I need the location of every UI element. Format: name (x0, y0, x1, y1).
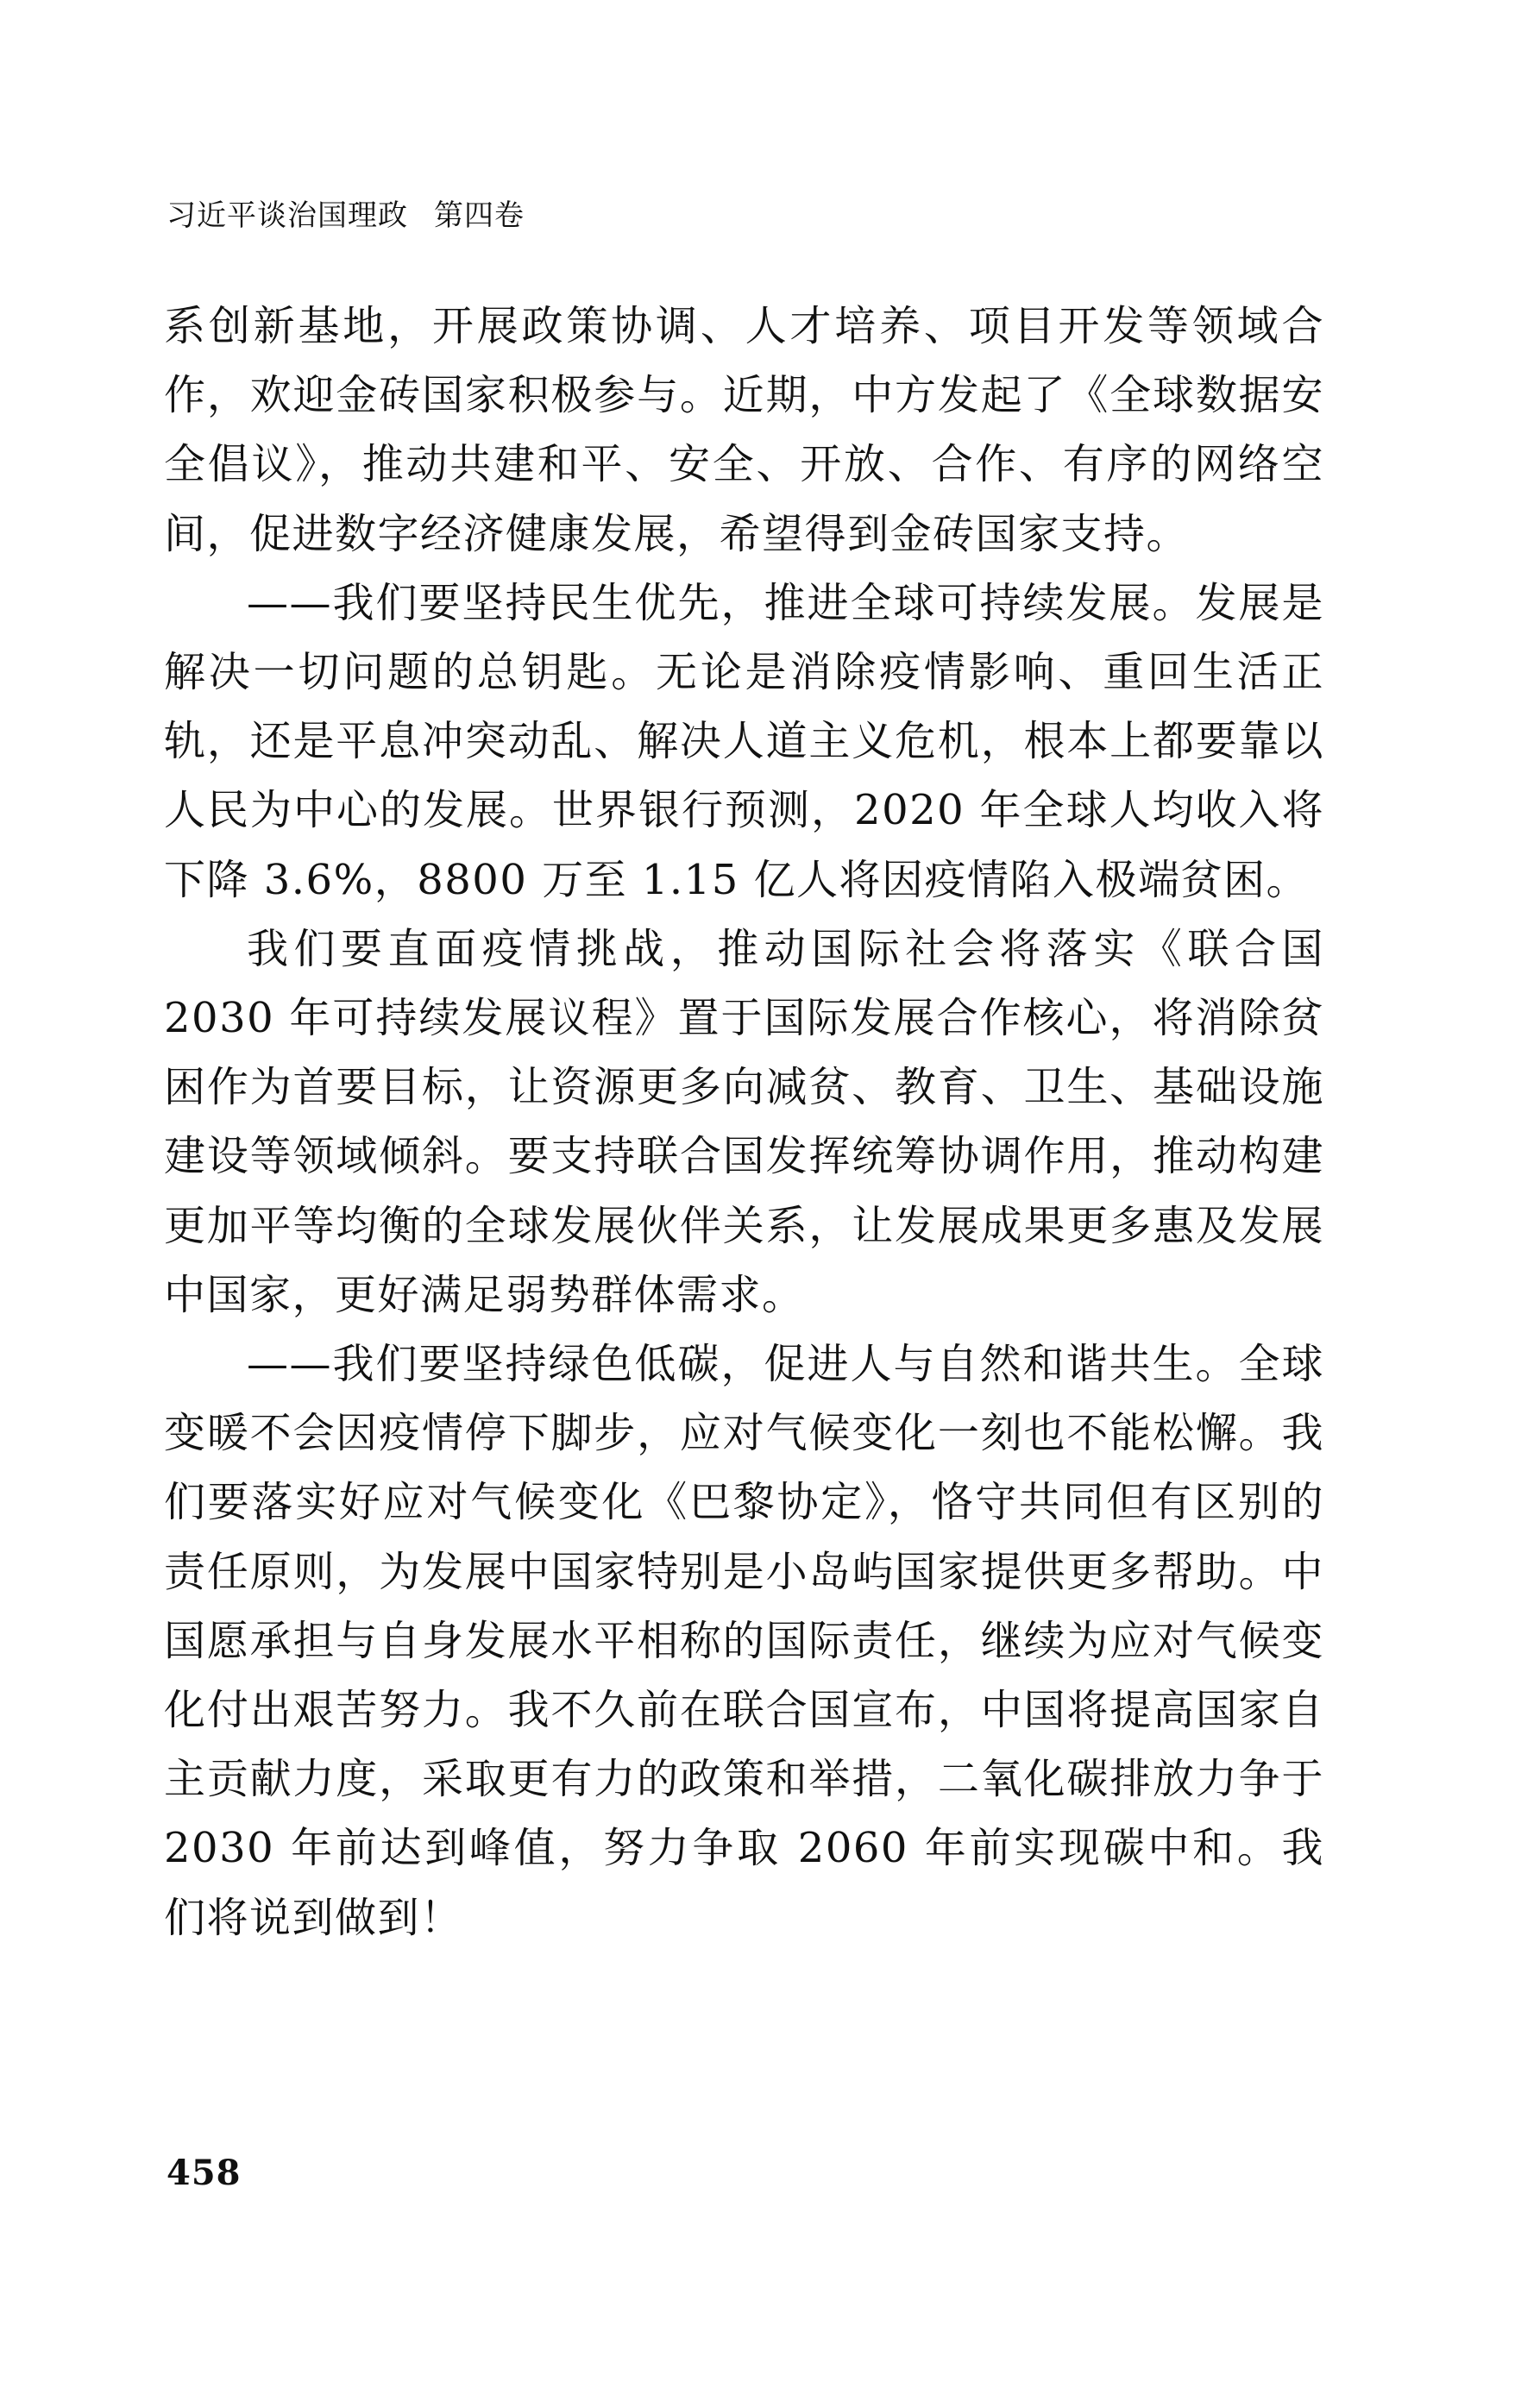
running-header (167, 192, 525, 234)
volume-label: 第四卷 (434, 198, 525, 233)
paragraph-continuation: 系创新基地，开展政策协调、人才培养、项目开发等领域合作，欢迎金砖国家积极参与。近期，中方发起了《全球数据安全倡议》，推动共建和平、安全、开放、合作、有序的网络空间，促进数字经济健康发展，希望得到金砖国家支持。 (164, 302, 1324, 558)
paragraph-development-agenda: 我们要直面疫情挑战，推动国际社会将落实《联合国2030 年可持续发展议程》置于国际发展合作核心，将消除贫困作为首要目标，让资源更多向减贫、教育、卫生、基础设施建设等领域倾斜。要支持联合国发挥统筹协调作用，推动构建更加平等均衡的全球发展伙伴关系，让发展成果更多惠及发展中国家，更好满足弱势群体需求。 (164, 924, 1324, 1319)
paragraph-green-low-carbon: ——我们要坚持绿色低碳，促进人与自然和谐共生。全球变暖不会因疫情停下脚步，应对气候变化一刻也不能松懈。我们要落实好应对气候变化《巴黎协定》，恪守共同但有区别的责任原则，为发展中国家特别是小岛屿国家提供更多帮助。中国愿承担与自身发展水平相称的国际责任，继续为应对气候变化付出艰苦努力。我不久前在联合国宣布，中国将提高国家自主贡献力度，采取更有力的政策和举措，二氧化碳排放力争于 2030 年前达到峰值，努力争取 2060 年前实现碳中和。我们将说到做到！ (164, 1340, 1324, 1942)
body-text (164, 292, 1324, 1952)
book-title: 习近平谈治国理政 (167, 198, 408, 233)
page-number: 458 (167, 2153, 242, 2193)
paragraph-livelihood: ——我们要坚持民生优先，推进全球可持续发展。发展是解决一切问题的总钥匙。无论是消除疫情影响、重回生活正轨，还是平息冲突动乱、解决人道主义危机，根本上都要靠以人民为中心的发展。世界银行预测，2020 年全球人均收入将下降 3.6%，8800 万至 1.15 亿人将因疫情陷入极端贫困。 (164, 578, 1324, 904)
